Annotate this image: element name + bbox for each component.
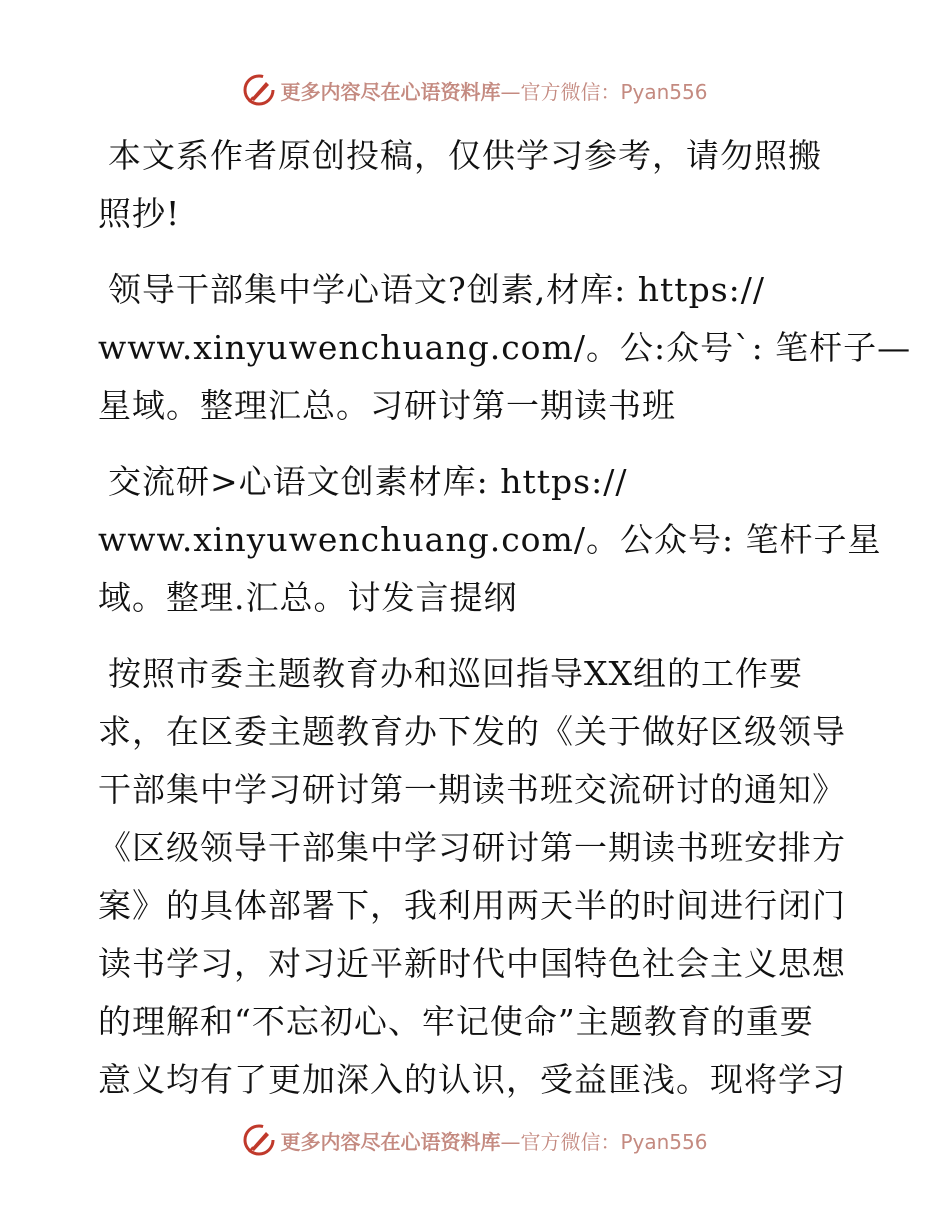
text-line: 领导干部集中学心语文?创素,材库: https:// <box>108 270 765 309</box>
banner-wechat: —官方微信：Pyan556 <box>500 79 708 104</box>
text-line: 求，在区委主题教育办下发的《关于做好区级领导 <box>98 712 846 751</box>
paragraph <box>98 127 868 243</box>
header-banner <box>0 70 950 110</box>
text-line: 本文系作者原创投稿，仅供学习参考，请勿照搬 <box>108 136 822 175</box>
banner-wechat: —官方微信：Pyan556 <box>500 1129 708 1154</box>
text-line: 意义均有了更加深入的认识，受益匪浅。现将学习 <box>98 1060 846 1099</box>
text-line: 的理解和“不忘初心、牢记使命”主题教育的重要 <box>98 1002 814 1041</box>
text-line: 案》的具体部署下，我利用两天半的时间进行闭门 <box>98 886 846 925</box>
text-line: 按照市委主题教育办和巡回指导XX组的工作要 <box>108 654 803 693</box>
quill-logo-icon <box>242 1123 276 1157</box>
text-line: 《区级领导干部集中学习研讨第一期读书班安排方 <box>98 828 846 867</box>
quill-logo-icon <box>242 73 276 107</box>
paragraph <box>98 453 882 627</box>
text-line: 交流研>心语文创素材库: https:// <box>108 462 628 501</box>
text-line: 星域。整理汇总。习研讨第一期读书班 <box>98 386 676 425</box>
paragraph <box>98 261 912 435</box>
text-line: www.xinyuwenchuang.com/。公:众号`: 笔杆子— <box>98 328 912 367</box>
text-line: 干部集中学习研讨第一期读书班交流研讨的通知》 <box>98 770 846 809</box>
text-line: 照抄! <box>98 194 181 233</box>
paragraph <box>98 645 868 1109</box>
text-line: 读书学习，对习近平新时代中国特色社会主义思想 <box>98 944 846 983</box>
text-line: www.xinyuwenchuang.com/。公众号: 笔杆子星 <box>98 520 882 559</box>
banner-brand: 更多内容尽在心语资料库 <box>280 1129 501 1154</box>
document-body <box>98 127 912 1127</box>
banner-brand: 更多内容尽在心语资料库 <box>280 79 501 104</box>
footer-banner <box>0 1120 950 1160</box>
text-line: 域。整理.汇总。讨发言提纲 <box>98 578 518 617</box>
